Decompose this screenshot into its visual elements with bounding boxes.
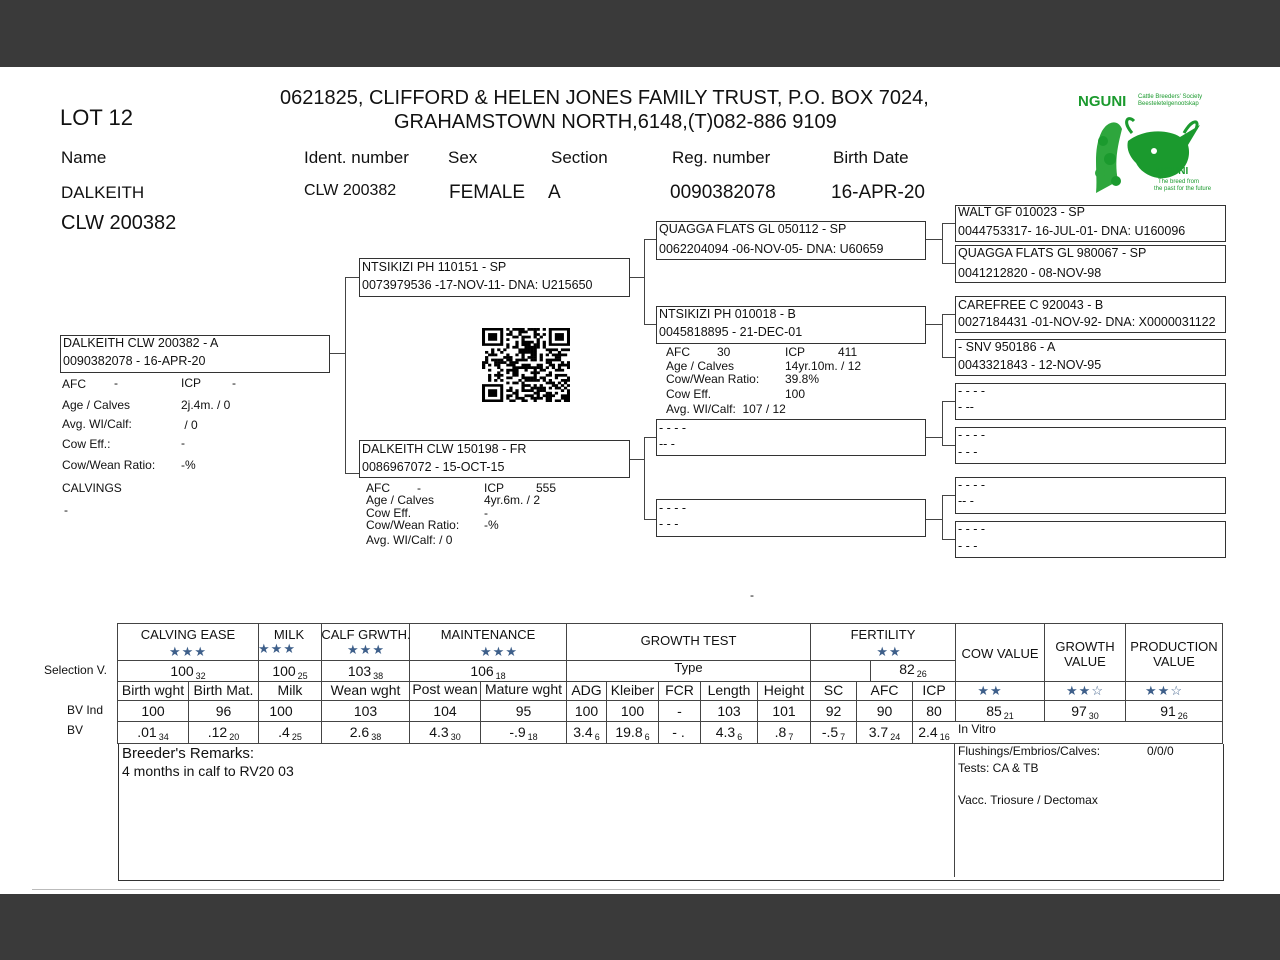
bv-cell: 3.7 $_{24}$ (868, 724, 901, 742)
selection-maintenance: 106 $_{18}$ (470, 663, 506, 681)
connector (942, 445, 956, 446)
dam-eff: - (484, 506, 488, 520)
lot-page (0, 67, 1280, 894)
label-section: Section (551, 148, 608, 167)
remarks-text: 4 months in calf to RV20 03 (122, 763, 294, 779)
pedigree-sdd-reg: 0043321843 - 12-NOV-95 (958, 358, 1102, 372)
pedigree-dam-dam (656, 499, 926, 537)
owner-line-2: GRAHAMSTOWN NORTH,6148,(T)082-886 9109 (394, 111, 837, 133)
connector (925, 437, 942, 438)
animal-ident: CLW 200382 (304, 182, 397, 199)
pedigree-ss-name: QUAGGA FLATS GL 050112 - SP (659, 222, 847, 236)
pedigree-sds-reg: 0027184431 -01-NOV-92- DNA: X0000031122 (958, 315, 1216, 329)
sd-wean: 39.8% (785, 372, 820, 386)
connector (942, 314, 943, 357)
pedigree-sire-reg: 0073979536 -17-NOV-11- DNA: U215650 (362, 278, 593, 292)
stars-calving-ease: ★★★ (169, 644, 207, 659)
flushings-value: 0/0/0 (1147, 744, 1174, 758)
pedigree-sire-name: NTSIKIZI PH 110151 - SP (362, 260, 507, 274)
stars-growth-value: ★★☆ (1066, 683, 1104, 698)
bv-cell: .01 $_{34}$ (137, 724, 169, 742)
self-age-label: Age / Calves (62, 398, 131, 412)
pedigree-sd-reg: 0045818895 - 21-DEC-01 (659, 325, 803, 339)
self-calvings: - (64, 503, 68, 517)
dam-wean-label: Cow/Wean Ratio: (366, 518, 460, 532)
selection-calf: 103 $_{38}$ (347, 663, 384, 681)
sd-eff-label: Cow Eff. (666, 387, 712, 401)
group-production-value-2: VALUE (1153, 654, 1195, 669)
connector (942, 263, 956, 264)
dam-age-label: Age / Calves (366, 493, 435, 507)
dam-afc-label: AFC (366, 481, 390, 495)
bv-ind-cell: 90 (876, 703, 893, 719)
bv-ind-growth-value: 97 $_{30}$ (1071, 703, 1099, 721)
connector (644, 239, 645, 324)
bv-cell: 3.4 $_6$ (573, 724, 600, 742)
bv-cell: .4 $_{25}$ (278, 724, 302, 742)
owner-line-1: 0621825, CLIFFORD & HELEN JONES FAMILY TRUST, P.O. BOX 7024, (280, 87, 929, 109)
bv-ind-cell: 103 (717, 703, 741, 719)
pedigree-dds-reg: -- - (958, 494, 974, 508)
group-milk: MILK (273, 627, 305, 642)
sd-age-label: Age / Calves (666, 359, 735, 373)
logo-tag-1: Cattle Breeders' Society (1138, 94, 1203, 100)
bv-ind-cell: 100 (269, 703, 293, 719)
dam-wi: Avg. WI/Calf: / 0 (366, 533, 453, 547)
self-icp: - (232, 376, 236, 390)
pedigree-sd-name: NTSIKIZI PH 010018 - B (659, 307, 796, 321)
qr-code-icon (482, 328, 570, 402)
self-wean-label: Cow/Wean Ratio: (62, 458, 156, 472)
connector (942, 223, 943, 263)
label-reg: Reg. number (672, 148, 771, 167)
pedigree-ddd-reg: - - - (958, 539, 978, 553)
self-wi-label: Avg. WI/Calf: (62, 417, 132, 431)
animal-sex: FEMALE (449, 182, 526, 203)
logo-slogan-1: The breed from (1158, 179, 1200, 185)
label-birth: Birth Date (833, 148, 909, 167)
self-icp-label: ICP (181, 376, 202, 390)
pedigree-sds-name: CAREFREE C 920043 - B (958, 298, 1104, 312)
tests-text: Tests: CA & TB (958, 761, 1039, 775)
pedigree-dd-reg: - - - (659, 517, 679, 531)
stars-milk: ★★★ (258, 641, 296, 656)
group-maintenance: MAINTENANCE (440, 627, 536, 642)
dam-eff-label: Cow Eff. (366, 506, 412, 520)
sd-icp-label: ICP (785, 345, 806, 359)
connector (345, 473, 360, 474)
pedigree-sdd-name: - SNV 950186 - A (958, 340, 1056, 354)
self-age: 2j.4m. / 0 (181, 398, 231, 412)
bv-ind-cell: 100 (141, 703, 165, 719)
stars-fertility: ★★ (876, 644, 902, 659)
col-sc: SC (823, 682, 844, 698)
pedigree-ds-reg: -- - (659, 437, 675, 451)
bv-cell: 4.3 $_{30}$ (429, 724, 461, 742)
sd-eff: 100 (785, 387, 806, 401)
flushings-label: Flushings/Embrios/Calves: (958, 744, 1101, 758)
group-growth-test: GROWTH TEST (640, 633, 737, 648)
sd-afc-label: AFC (666, 345, 690, 359)
misc-dash: - (750, 588, 754, 602)
bv-ind-cow-value: 85 $_{21}$ (986, 703, 1014, 721)
pedigree-ssd-name: QUAGGA FLATS GL 980067 - SP (958, 246, 1147, 260)
bv-cell: 2.6 $_{38}$ (349, 724, 382, 742)
pedigree-dam (359, 440, 630, 478)
stars-production-value: ★★☆ (1145, 683, 1183, 698)
bv-ind-cell: - (677, 703, 682, 719)
selection-fertility: 82 $_{26}$ (899, 661, 927, 679)
dam-wean: -% (484, 518, 499, 532)
dam-afc: - (417, 481, 421, 495)
animal-name: DALKEITH (61, 183, 145, 202)
bv-ind-cell: 103 (353, 703, 378, 719)
pedigree-sss-reg: 0044753317- 16-JUL-01- DNA: U160096 (958, 224, 1186, 238)
footer-rule (32, 889, 1220, 890)
bv-ind-cell: 95 (515, 703, 532, 719)
pedigree-sire-dam (656, 306, 926, 344)
label-ident: Ident. number (304, 148, 409, 167)
sd-icp: 411 (838, 345, 858, 359)
stars-maintenance: ★★★ (480, 644, 518, 659)
lot-number: LOT 12 (60, 105, 133, 130)
bv-ind-cell: 96 (215, 703, 232, 719)
bv-cell: 4.3 $_6$ (715, 724, 743, 742)
pedigree-ddd (955, 521, 1226, 558)
connector (329, 353, 345, 354)
dam-icp-label: ICP (484, 481, 505, 495)
pedigree-ds-name: - - - - (659, 421, 687, 435)
pedigree-sire (359, 258, 630, 297)
bv-cell: - . (672, 724, 685, 740)
col-milk: Milk (277, 682, 303, 698)
pedigree-dss (955, 383, 1226, 420)
col-afc: AFC (870, 682, 899, 698)
col-height: Height (763, 682, 805, 698)
animal-ident-large: CLW 200382 (61, 212, 177, 234)
pedigree-dss-name: - - - - (958, 384, 986, 398)
pedigree-dam-name: DALKEITH CLW 150198 - FR (362, 442, 527, 456)
pedigree-sss (955, 205, 1226, 242)
dam-age: 4yr.6m. / 2 (484, 493, 541, 507)
pedigree-self-reg: 0090382078 - 16-APR-20 (63, 354, 206, 368)
pedigree-dss-reg: - -- (958, 400, 974, 414)
logo-slogan-2: the past for the future (1154, 186, 1212, 192)
self-wean: -% (181, 458, 196, 472)
bv-ind-cell: 101 (772, 703, 796, 719)
sd-wean-label: Cow/Wean Ratio: (666, 372, 760, 386)
self-eff-label: Cow Eff.: (62, 437, 111, 451)
col-length: Length (707, 682, 751, 698)
pedigree-dsd (955, 427, 1226, 464)
bv-cell: 19.8 $_6$ (615, 724, 650, 742)
pedigree-dds (955, 477, 1226, 514)
pedigree-sss-name: WALT GF 010023 - SP (958, 205, 1085, 219)
group-growth-value-2: VALUE (1064, 654, 1106, 669)
pedigree-self-name: DALKEITH CLW 200382 - A (63, 336, 219, 350)
stars-cow-value: ★★ (977, 683, 1003, 698)
logo-brand: NGUNI (1078, 93, 1127, 110)
vaccination-text: Vacc. Triosure / Dectomax (958, 793, 1098, 807)
connector (345, 277, 360, 278)
self-wi: / 0 (181, 418, 198, 432)
animal-reg: 0090382078 (670, 182, 776, 203)
bv-cell: .12 $_{20}$ (207, 724, 240, 742)
logo-tag-2: Beesteletelgenootskap (1138, 101, 1199, 107)
connector (942, 539, 956, 540)
remarks-divider (954, 744, 955, 877)
animal-section: A (548, 182, 561, 203)
logo-badge: NGUNI (1156, 166, 1189, 177)
connector (345, 277, 346, 474)
bv-cell: -.5 $_7$ (821, 724, 846, 742)
qr-code (482, 328, 570, 402)
col-mature-wght: Mature wght (484, 681, 563, 697)
connector (942, 495, 956, 496)
label-sex: Sex (448, 148, 478, 167)
connector (925, 239, 942, 240)
connector (942, 357, 956, 358)
connector (942, 401, 943, 445)
group-fertility: FERTILITY (850, 627, 916, 642)
remarks-title: Breeder's Remarks: (122, 745, 255, 762)
bv-ind-cell: 92 (825, 703, 842, 719)
bv-ind-label: BV Ind (67, 703, 104, 717)
sd-wi: Avg. WI/Calf: 107 / 12 (666, 402, 786, 416)
group-growth-value-1: GROWTH (1055, 639, 1115, 654)
group-calf-growth: CALF GRWTH. (321, 627, 411, 642)
sd-afc: 30 (717, 345, 731, 359)
group-cow-value: COW VALUE (961, 646, 1039, 661)
selection-type: Type (674, 660, 703, 675)
pedigree-dam-sire (656, 419, 926, 456)
pedigree-sire-sire (656, 221, 926, 260)
pedigree-self (60, 335, 330, 373)
self-calvings-label: CALVINGS (62, 481, 122, 495)
pedigree-dd-name: - - - - (659, 501, 687, 515)
connector (925, 324, 942, 325)
pedigree-dsd-name: - - - - (958, 428, 986, 442)
animal-birth: 16-APR-20 (831, 182, 925, 203)
col-post-wean: Post wean (412, 681, 478, 697)
selection-milk: 100 $_{25}$ (272, 663, 308, 681)
bv-ind-cell: 100 (574, 703, 599, 719)
connector (942, 223, 956, 224)
in-vitro-label: In Vitro (958, 722, 996, 736)
bv-cell: .8 $_7$ (774, 724, 794, 742)
group-production-value-1: PRODUCTION (1130, 639, 1218, 654)
self-afc-label: AFC (62, 377, 86, 391)
pedigree-sds (955, 296, 1226, 333)
col-fcr: FCR (665, 682, 694, 698)
bv-ind-cell: 80 (926, 703, 942, 719)
connector (942, 401, 956, 402)
pedigree-ddd-name: - - - - (958, 522, 986, 536)
stars-calf-growth: ★★★ (347, 642, 385, 657)
sd-age: 14yr.10m. / 12 (785, 359, 862, 373)
bv-ind-cell: 104 (433, 703, 457, 719)
col-wean-wght: Wean wght (330, 682, 401, 698)
selection-calving: 100 $_{32}$ (170, 663, 206, 681)
pedigree-ssd (955, 245, 1226, 283)
bv-label: BV (67, 723, 84, 737)
connector (925, 519, 942, 520)
col-birth-wght: Birth wght (121, 682, 185, 698)
self-eff: - (181, 436, 185, 450)
bv-cell: -.9 $_{18}$ (509, 724, 538, 742)
connector (644, 437, 645, 519)
col-birth-mat: Birth Mat. (193, 682, 254, 698)
connector (942, 495, 943, 539)
selection-label: Selection V. (44, 663, 107, 677)
bv-ind-cell: 100 (620, 703, 645, 719)
connector (942, 314, 956, 315)
bv-cell: 2.4 $_{16}$ (918, 724, 950, 742)
bv-ind-production-value: 91 $_{26}$ (1160, 703, 1188, 721)
pedigree-sdd (955, 339, 1226, 376)
label-name: Name (61, 148, 107, 167)
dam-icp: 555 (536, 481, 557, 495)
group-calving-ease: CALVING EASE (140, 627, 236, 642)
col-kleiber: Kleiber (610, 682, 655, 698)
pedigree-dds-name: - - - - (958, 478, 986, 492)
col-adg: ADG (571, 682, 602, 698)
self-afc: - (114, 376, 118, 390)
col-icp: ICP (922, 682, 946, 698)
pedigree-ss-reg: 0062204094 -06-NOV-05- DNA: U60659 (659, 242, 884, 256)
pedigree-dsd-reg: - - - (958, 445, 978, 459)
connector (629, 277, 644, 278)
pedigree-dam-reg: 0086967072 - 15-OCT-15 (362, 460, 505, 474)
nguni-logo (1078, 91, 1213, 196)
pedigree-ssd-reg: 0041212820 - 08-NOV-98 (958, 266, 1102, 280)
connector (629, 459, 644, 460)
